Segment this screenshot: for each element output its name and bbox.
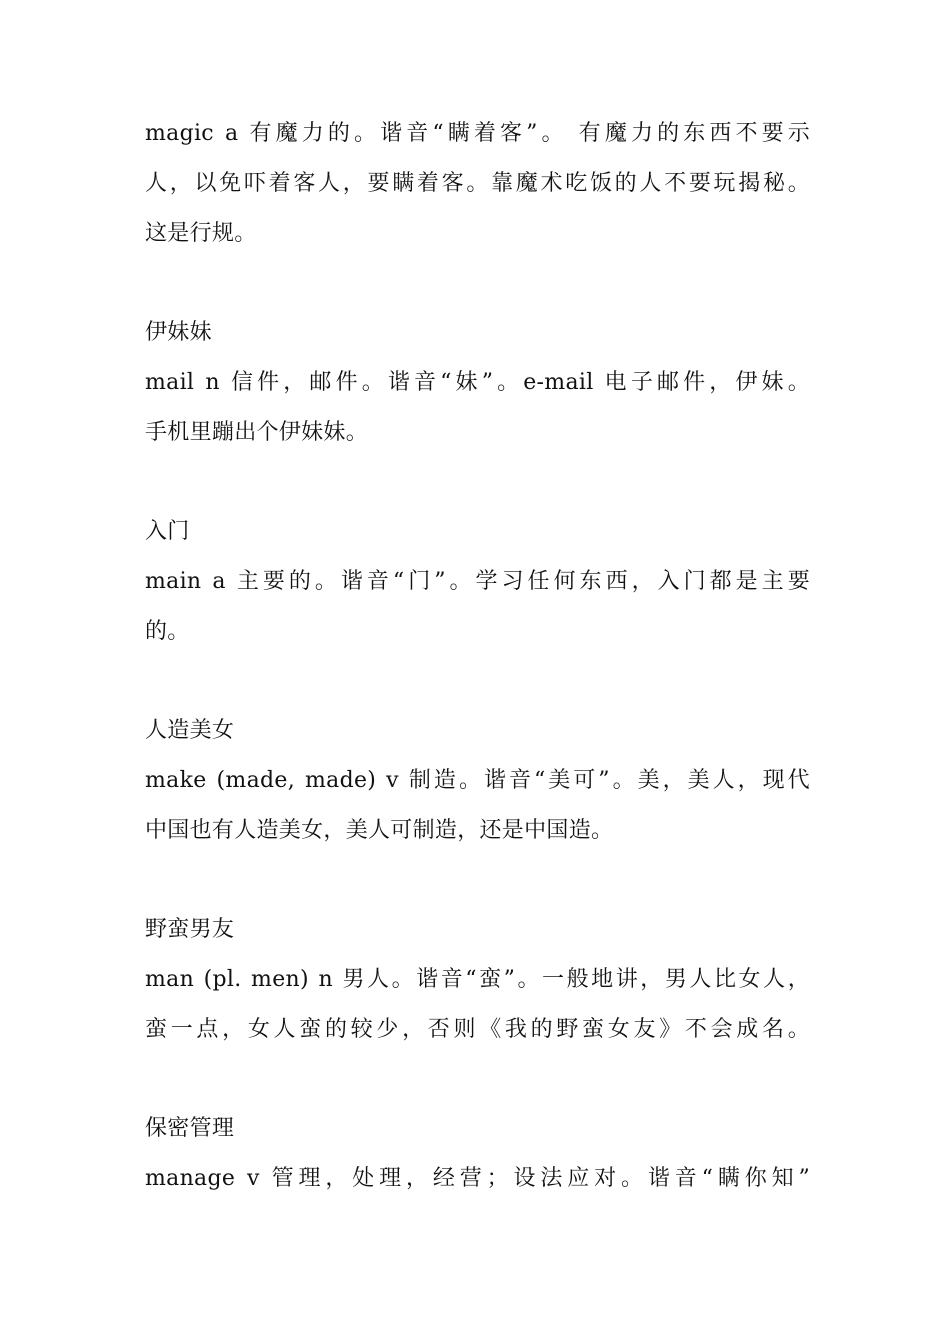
entry-man-heading: 野蛮男友 [145,917,235,942]
entry-make-heading: 人造美女 [145,718,235,743]
entry-make-line-1: make (made, made) v 制造。谐音“美可”。美，美人，现代 [145,768,810,793]
entry-magic-line-2: 人，以免吓着客人，要瞒着客。靠魔术吃饭的人不要玩揭秘。 [145,171,810,196]
entry-man-line-2: 蛮一点，女人蛮的较少，否则《我的野蛮女友》不会成名。 [145,1017,810,1042]
entry-manage-heading: 保密管理 [145,1116,235,1141]
entry-main-line-1: main a 主要的。谐音“门”。学习任何东西，入门都是主要 [145,569,810,594]
entry-mail-line-2: 手机里蹦出个伊妹妹。 [145,420,369,445]
entry-main-heading: 入门 [145,519,190,544]
entry-mail-heading: 伊妹妹 [145,320,212,345]
entry-mail-line-1: mail n 信件，邮件。谐音“妹”。e-mail 电子邮件，伊妹。 [145,370,810,395]
entry-manage-line-1: manage v 管理，处理，经营；设法应对。谐音“瞒你知” [145,1166,810,1191]
entry-magic-line-3: 这是行规。 [145,221,257,246]
entry-main-line-2: 的。 [145,619,190,644]
entry-magic-line-1: magic a 有魔力的。谐音“瞒着客”。 有魔力的东西不要示 [145,121,810,146]
entry-make-line-2: 中国也有人造美女，美人可制造，还是中国造。 [145,818,614,843]
entry-man-line-1: man (pl. men) n 男人。谐音“蛮”。一般地讲，男人比女人， [145,967,810,992]
